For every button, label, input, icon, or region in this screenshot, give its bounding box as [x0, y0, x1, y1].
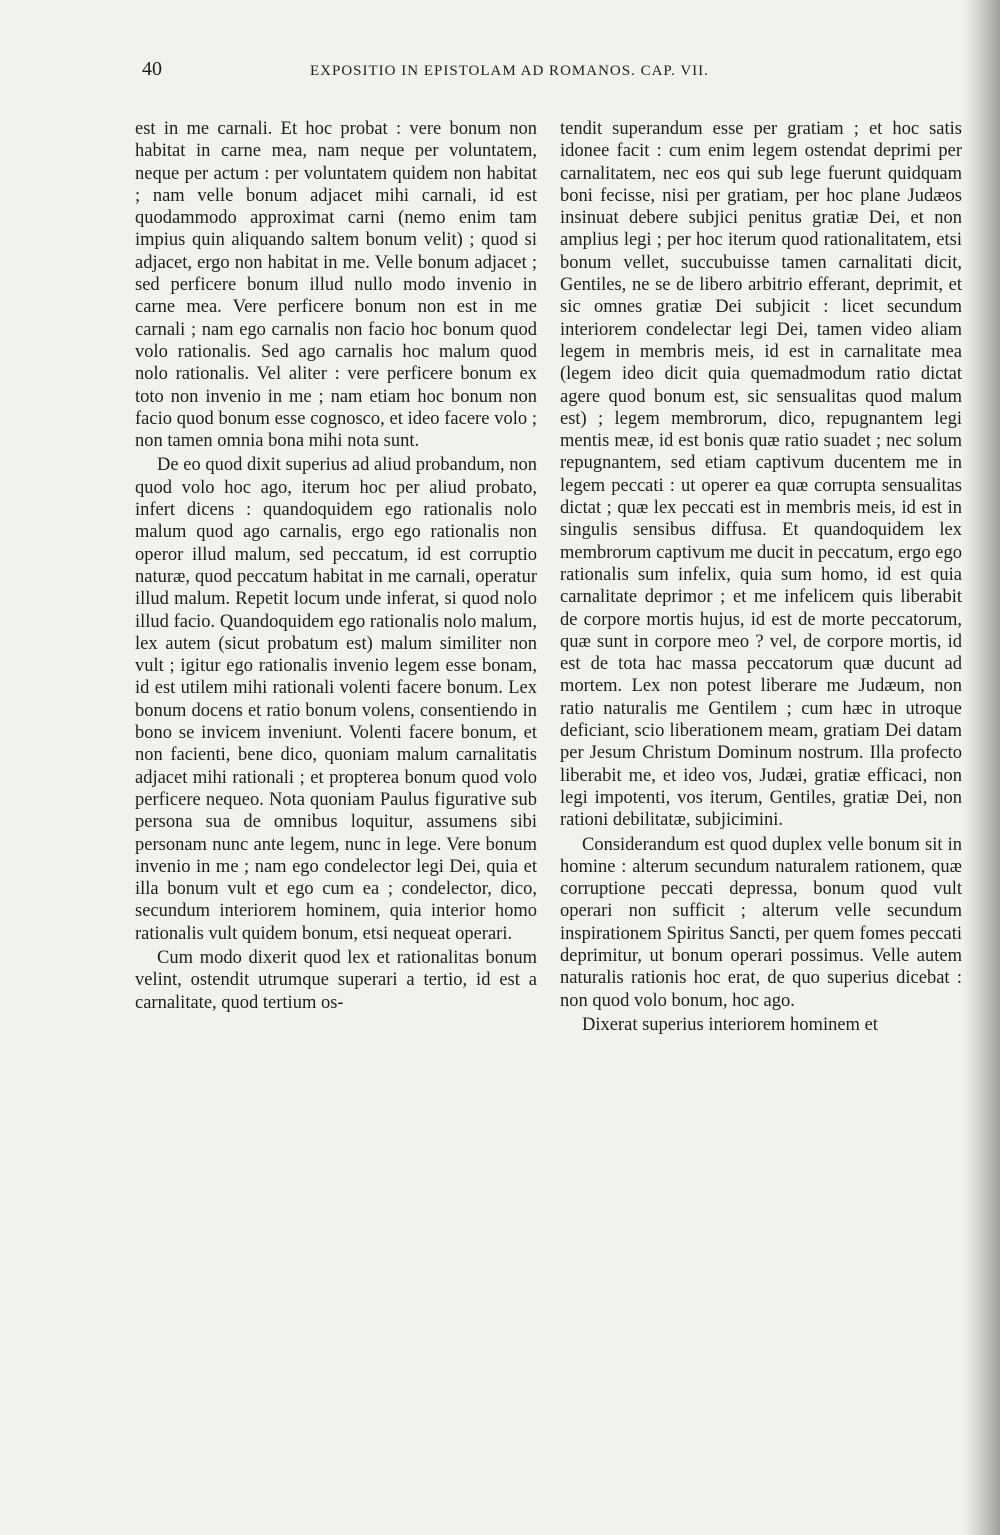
page-header — [130, 58, 950, 88]
paragraph: Cum modo dixerit quod lex et rationalitas bonum velint, ostendit utrumque superari a tertio, id est a carnalitate, quod tertium os- — [135, 947, 537, 1013]
page-number: 40 — [142, 58, 162, 80]
paragraph: est in me carnali. Et hoc probat : vere bonum non habitat in carne mea, nam neque per voluntatem, neque per actum : per voluntatem quidem non habitat ; nam velle bonum adjacet mihi carnali, id est quodammodo approximat carni (nemo enim tam impius quin aliquando saltem bonum velit) ; quod si adjacet, ergo non habitat in me. Velle bonum adjacet ; sed perficere bonum illud nullo modo invenio in carne mea. Vere perficere bonum non est in me carnali ; nam ego carnalis non facio hoc bonum quod volo rationalis. Sed ago carnalis hoc malum quod nolo rationalis. Vel aliter : vere perficere bonum ex toto non invenio in me ; nam etiam hoc bonum non facio quod bonum esse cognosco, et ideo facere volo ; non tamen omnia bona mihi nota sunt. — [135, 119, 537, 452]
paragraph: De eo quod dixit superius ad aliud probandum, non quod volo hoc ago, iterum hoc per aliud probato, infert dicens : quandoquidem ego rationalis nolo malum quod ago carnalis, ergo ego rationalis non operor illud malum, sed peccatum, id est corruptio naturæ, quod peccatum habitat in me carnali, operatur illud malum. Repetit locum unde inferat, si quod nolo illud facio. Quandoquidem ego rationalis nolo malum, lex autem (sicut probatum est) malum similiter non vult ; igitur ego rationalis invenio legem esse bonam, id est utilem mihi rationali volenti facere bonum. Lex bonum docens et ratio bonum volens, consentiendo in bono se invicem inveniunt. Volenti facere bonum, et non facienti, bene dico, quoniam malum carnalitatis adjacet mihi rationali ; et propterea bonum quod volo perficere nequeo. Nota quoniam Paulus figurative sub persona sua de omnibus loquitur, assumens sibi personam nunc ante legem, nunc in lege. Vere bonum invenio in me ; nam ego condelector legi Dei, quia et illa bonum vult et ego cum ea ; condelector, dico, secundum interiorem hominem, quia interior homo rationalis vult quidem bonum, etsi nequeat operari. — [135, 455, 537, 944]
left-column — [135, 118, 537, 1014]
paragraph: Considerandum est quod duplex velle bonum sit in homine : alterum secundum naturalem rationem, quæ corruptione peccati depressa, bonum quod vult operari non sufficit ; alterum velle secundum inspirationem Spiritus Sancti, per quem fomes peccati deprimitur, ut bonum operari possimus. Velle autem naturalis rationis hoc erat, de quo superius dicebat : non quod volo bonum, hoc ago. — [560, 834, 962, 1011]
right-column — [560, 118, 962, 1036]
page-edge-shadow — [962, 0, 1000, 1535]
running-title: EXPOSITIO IN EPISTOLAM AD ROMANOS. CAP. VII. — [310, 63, 709, 79]
paragraph: tendit superandum esse per gratiam ; et hoc satis idonee facit : cum enim legem ostendat deprimi per carnalitatem, nec eos qui sub lege fuerunt quidquam boni fecisse, nisi per gratiam, per hoc plane Judæos insinuat debere subjici penitus gratiæ Dei, et non amplius legi ; per hoc iterum quod rationalitatem, etsi bonum vellet, succubuisse tamen carnalitati dicit, Gentiles, ne se de libero arbitrio efferant, deprimit, et sic omnes gratiæ Dei subjicit : licet secundum interiorem condelectar legi Dei, tamen video aliam legem in membris meis, id est in carnalitate mea (legem ideo dicit quia quemadmodum ratio dictat agere quod bonum est, sic sensualitas quod malum est) ; legem membrorum, dico, repugnantem legi mentis meæ, id est bonis quæ ratio suadet ; nec solum repugnantem, sed etiam captivum ducentem me in legem peccati : ut operer ea quæ corrupta sensualitas dictat ; quæ lex peccati est in membris meis, id est in singulis sensibus diffusa. Et quandoquidem lex membrorum captivum me ducit in peccatum, ergo ego rationalis sum infelix, quia sum homo, id est quia carnalitate deprimor ; et me infelicem quis liberabit de corpore mortis hujus, id est de morte peccatorum, quæ sunt in corpore meo ? vel, de corpore mortis, id est de tota hac massa peccatorum quæ ducunt ad mortem. Lex non potest liberare me Judæum, non ratio naturalis me Gentilem ; cum hæc in utroque deficiant, scio liberationem meam, gratiam Dei datam per Jesum Christum Dominum nostrum. Illa profecto liberabit me, et ideo vos, Judæi, gratiæ efficaci, non legi impotenti, vos iterum, Gentiles, gratiæ Dei, non rationi debilitatæ, subjicimini. — [560, 119, 962, 831]
paragraph: Dixerat superius interiorem hominem et — [582, 1014, 878, 1035]
